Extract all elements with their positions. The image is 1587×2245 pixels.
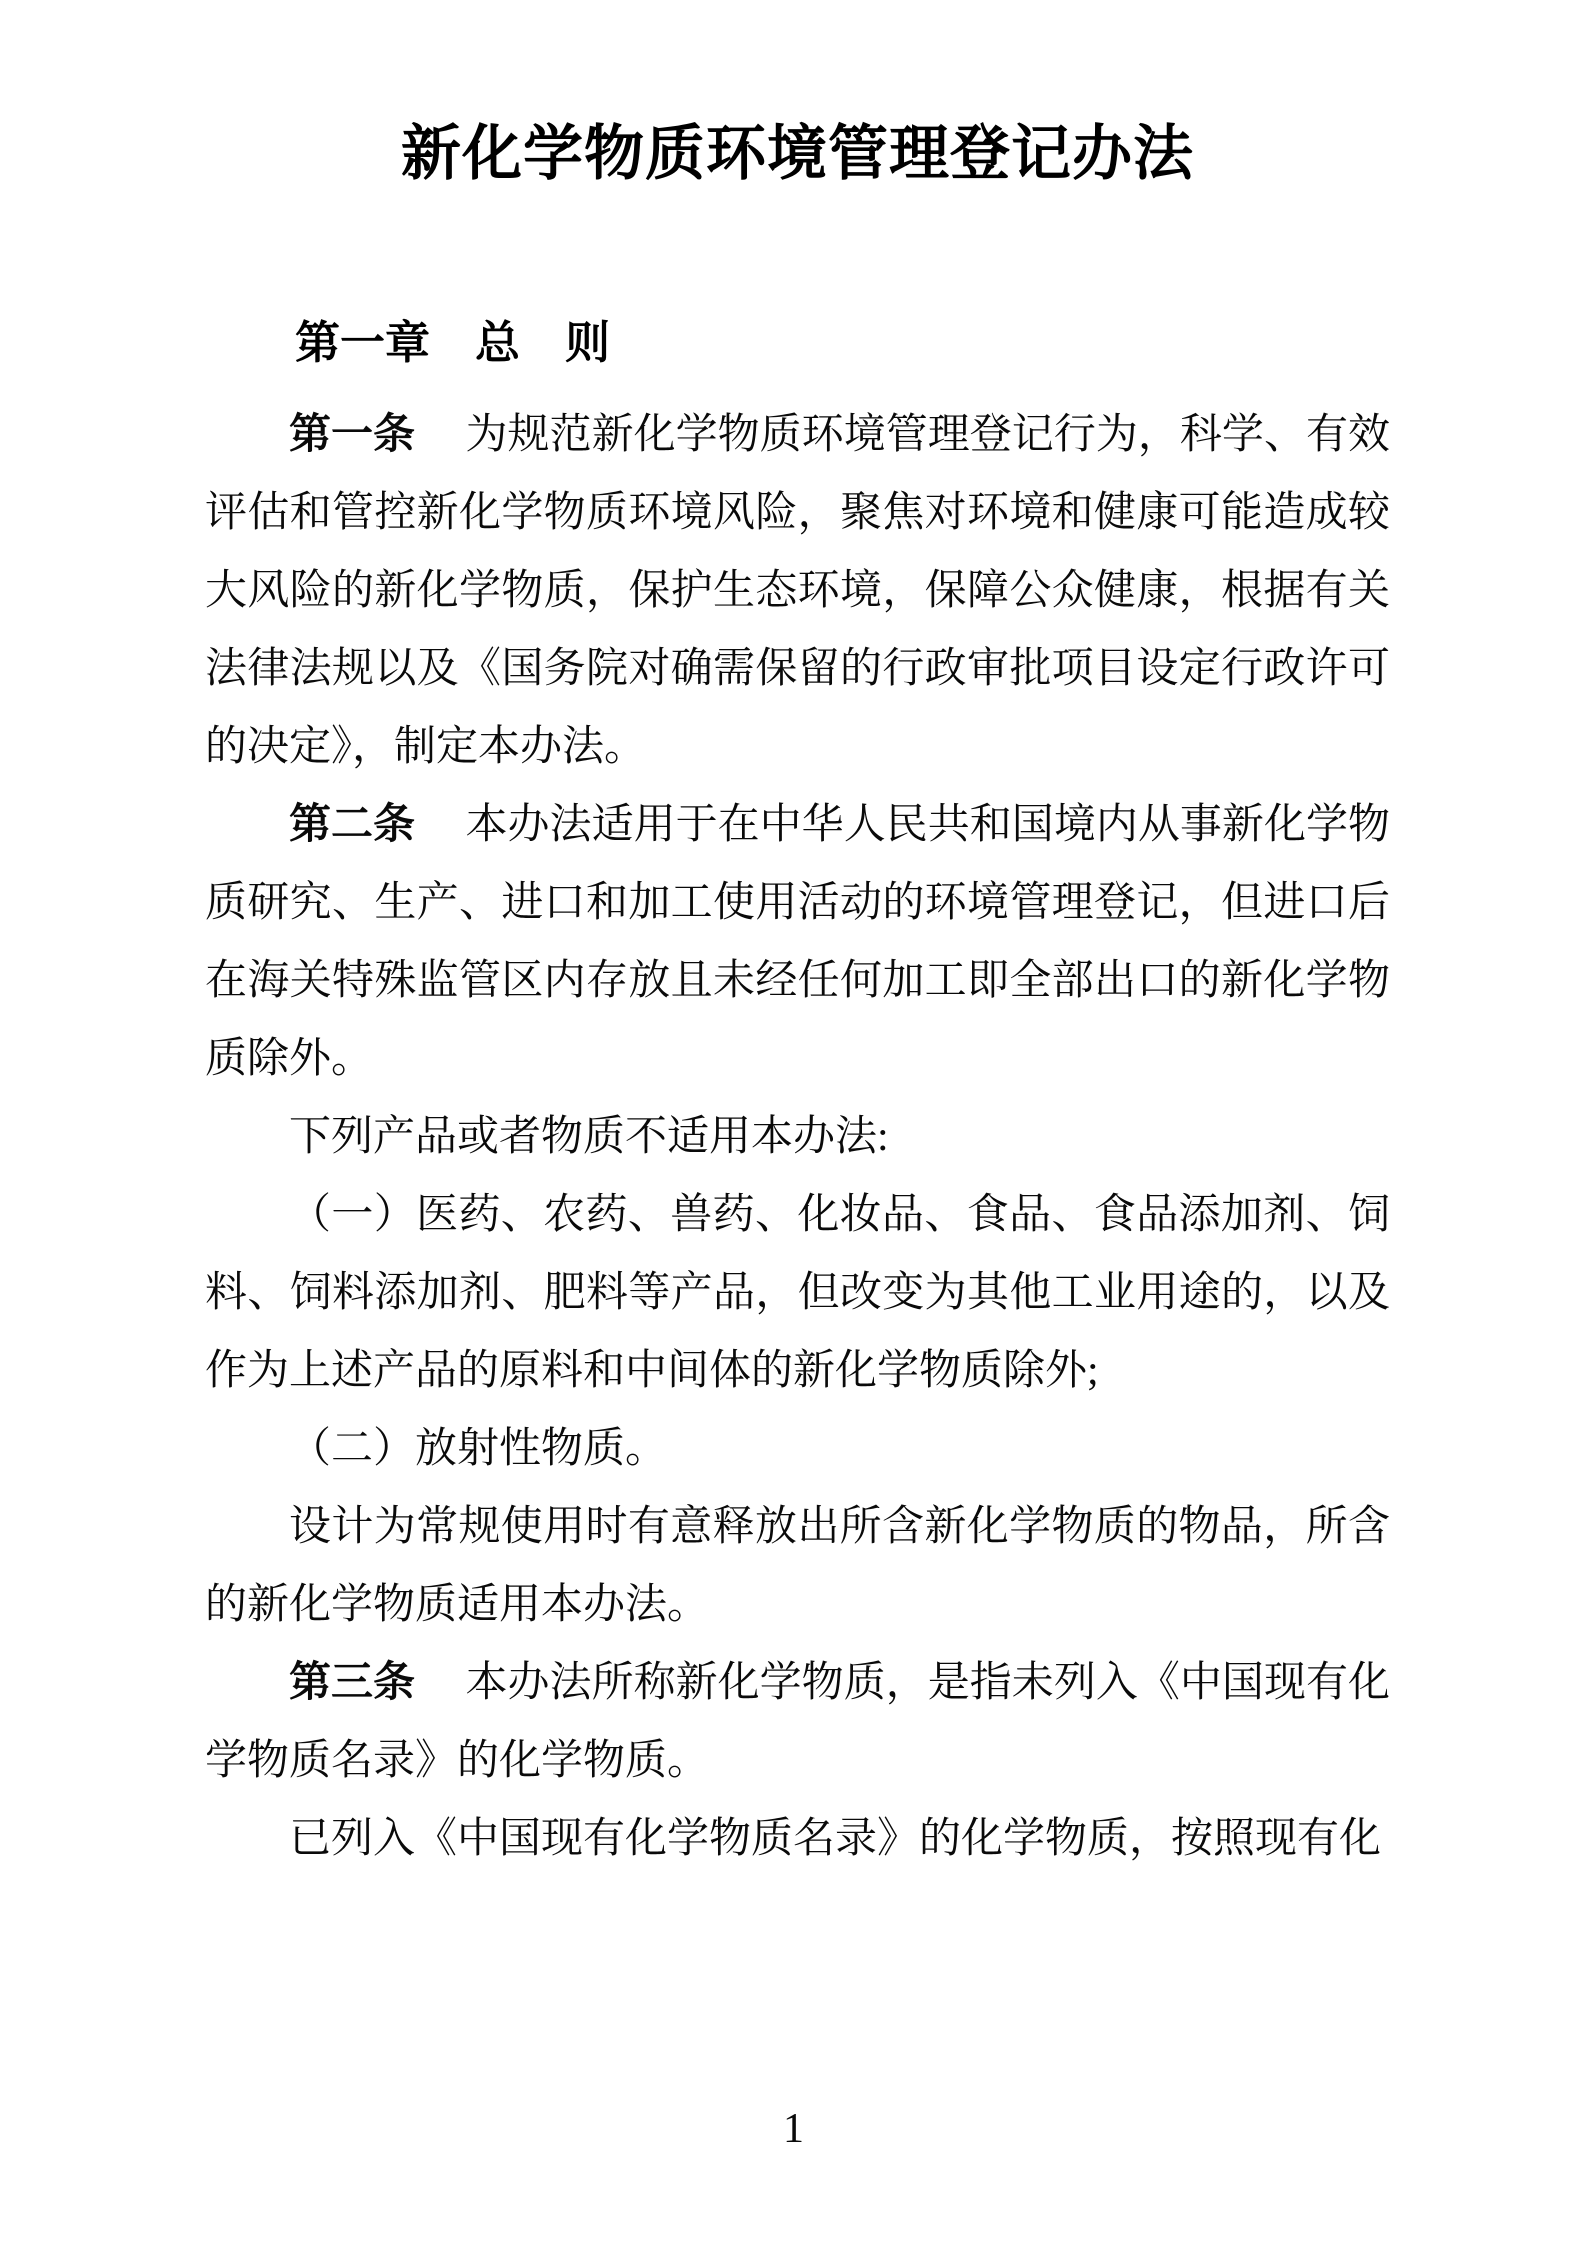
- article-lead: 第一条: [289, 412, 416, 458]
- paragraph: [205, 1488, 1390, 1644]
- paragraph-text: 设计为常规使用时有意释放出所含新化学物质的物品，所含的新化学物质适用本办法。: [205, 1504, 1390, 1628]
- paragraph-text: 本办法适用于在中华人民共和国境内从事新化学物质研究、生产、进口和加工使用活动的环境管理登记，但进口后在海关特殊监管区内存放且未经任何加工即全部出口的新化学物质除外。: [205, 802, 1390, 1082]
- paragraph-text: 已列入《中国现有化学物质名录》的化学物质，按照现有化: [289, 1816, 1382, 1862]
- paragraph: [205, 786, 1390, 1098]
- chapter-heading: 第一章 总 则: [295, 317, 611, 368]
- paragraph-text: 下列产品或者物质不适用本办法:: [289, 1114, 889, 1160]
- paragraph: [205, 1644, 1390, 1800]
- paragraph-text: 为规范新化学物质环境管理登记行为，科学、有效评估和管控新化学物质环境风险，聚焦对环境和健康可能造成较大风险的新化学物质，保护生态环境，保障公众健康，根据有关法律法规以及《国务院对确需保留的行政审批项目设定行政许可的决定》，制定本办法。: [205, 412, 1390, 770]
- paragraph: [205, 1410, 1390, 1488]
- paragraph: [205, 1176, 1390, 1410]
- document-title: 新化学物质环境管理登记办法: [401, 121, 1194, 187]
- paragraph: [205, 1098, 1390, 1176]
- page-number: 1: [783, 2106, 804, 2152]
- article-lead: 第二条: [289, 802, 416, 848]
- article-lead: 第三条: [289, 1660, 416, 1706]
- paragraph-text: 本办法所称新化学物质，是指未列入《中国现有化学物质名录》的化学物质。: [205, 1660, 1390, 1784]
- paragraph-text: （二）放射性物质。: [289, 1426, 668, 1472]
- paragraph: [205, 1800, 1390, 1878]
- paragraph: [205, 396, 1390, 786]
- document-body: [205, 396, 1390, 1878]
- paragraph-text: （一）医药、农药、兽药、化妆品、食品、食品添加剂、饲料、饲料添加剂、肥料等产品，但改变为其他工业用途的，以及作为上述产品的原料和中间体的新化学物质除外;: [205, 1192, 1390, 1394]
